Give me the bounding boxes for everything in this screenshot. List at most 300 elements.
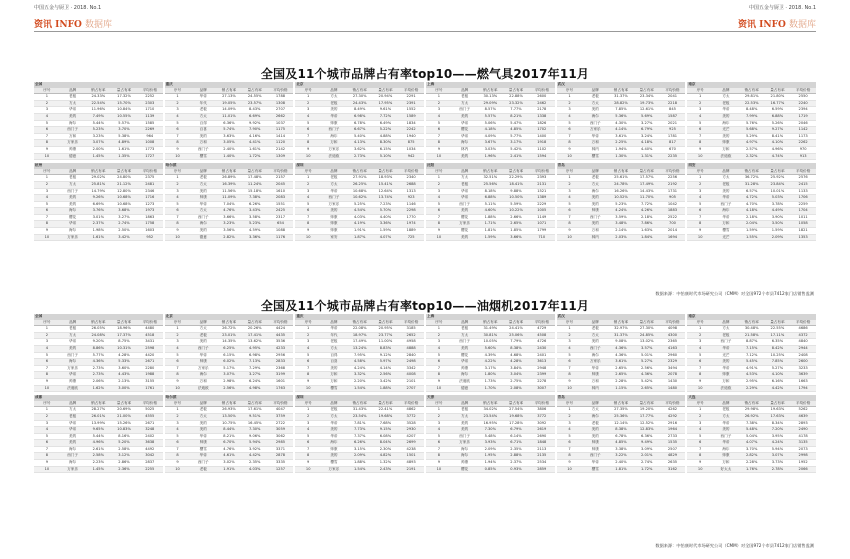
table-cell: 2 [687,413,713,420]
table-cell: 2101 [398,378,424,385]
column-header: 平均价格 [268,169,294,175]
table-cell: 2 [426,413,452,420]
table-cell: 5.47% [503,120,529,127]
table-row [687,127,816,134]
table-cell: 8.87% [739,339,765,346]
table-cell: 光芒 [713,127,739,134]
column-header: 平均价格 [660,169,686,175]
table-cell: 5 [426,120,452,127]
table-cell: 老板 [321,175,347,182]
table-cell: 5.40% [347,133,373,140]
table-cell: 3.22% [608,453,634,460]
table-cell: 2.30% [373,446,399,453]
table-cell: 2.66% [503,214,529,221]
table-cell: 1.81% [477,228,503,235]
table-cell: 2.41% [503,153,529,160]
table-row [687,378,816,385]
table-cell: 3.66% [216,214,242,221]
table-cell: 10.55% [111,113,137,120]
table-cell: 3042 [137,453,163,460]
table-cell: 4.96% [765,146,791,153]
table-row [295,133,424,140]
table-cell: 万家乐 [190,365,216,372]
table-row [557,234,686,241]
table-cell: 2600 [529,94,555,101]
table-cell: 3.70% [739,446,765,453]
table-cell: 1389 [529,195,555,202]
table-cell: 1.45% [85,466,111,473]
table-cell: 9 [295,378,321,385]
table-cell: 5.77% [85,352,111,359]
table-row [295,460,424,467]
table-cell: 方太 [321,345,347,352]
column-header: 平均价格 [529,169,555,175]
table-cell: 4.85% [608,440,634,447]
table-cell: 林内 [582,146,608,153]
table-cell: 华帝 [321,326,347,333]
table-cell: 万和 [190,378,216,385]
table-cell: 12.83% [634,427,660,434]
table-row [165,195,294,202]
table-row [557,460,686,467]
table-cell: 帅康 [582,372,608,379]
column-header: 序号 [557,169,583,175]
table-cell: 老板 [190,107,216,114]
table-row [34,420,163,427]
table-cell: 9 [557,460,583,467]
table-row [295,427,424,434]
table-cell: 1176 [268,234,294,241]
table-row [34,413,163,420]
table-cell: 2.18% [634,214,660,221]
table-cell: 帅康 [452,365,478,372]
table-cell: 2944 [790,345,816,352]
table-cell: 4.36% [85,359,111,366]
table-cell: 万家乐 [60,234,86,241]
table-cell: 2671 [137,359,163,366]
table-row [426,440,555,447]
table-cell: 2.98% [216,378,242,385]
table-cell: 23.32% [503,100,529,107]
table-cell: 2.86% [111,460,137,467]
table-cell: 4047 [268,407,294,414]
table-cell: 2481 [137,181,163,188]
table-cell: 1.61% [111,146,137,153]
table-row [687,146,816,153]
table-row [165,228,294,235]
column-header: 序号 [687,88,713,94]
column-header: 序号 [557,88,583,94]
table-cell: 24.80% [111,175,137,182]
table-cell: 4.14% [608,127,634,134]
column-header: 平均价格 [790,88,816,94]
column-header: 销占有率 [85,401,111,407]
column-header: 序号 [426,401,452,407]
table-cell: 23.34% [634,94,660,101]
table-cell: 1.61% [85,234,111,241]
table-cell: 2 [687,100,713,107]
table-cell: 1 [295,407,321,414]
table-row [34,460,163,467]
column-header: 量占有率 [765,169,791,175]
table-cell: 3 [687,339,713,346]
table-cell: 海尔 [190,372,216,379]
table-row [557,133,686,140]
table-cell: 5.48% [477,433,503,440]
table-cell: 1071 [529,221,555,228]
table-cell: 9.61% [373,107,399,114]
table-cell: 1353 [790,234,816,241]
table-cell: 4.18% [739,208,765,215]
table-cell: 5.27% [765,365,791,372]
table-cell: 27.30% [347,94,373,101]
table-row [687,359,816,366]
table-cell: 1.62% [85,385,111,392]
table-cell: 12.61% [634,107,660,114]
city-table [426,395,555,473]
table-cell: 华帝 [321,113,347,120]
table-cell: 9.20% [85,339,111,346]
table-cell: 3335 [268,460,294,467]
table-cell: 2.09% [477,446,503,453]
table-cell: 樱雪 [190,446,216,453]
table-row [34,326,163,333]
table-cell: 帅康 [321,446,347,453]
column-header: 平均价格 [268,88,294,94]
table-cell: 3.12% [111,453,137,460]
table-cell: 8 [687,140,713,147]
table-cell: 10 [34,466,60,473]
table-cell: 4 [557,195,583,202]
table-cell: 2688 [398,181,424,188]
table-cell: 7 [165,133,191,140]
table-cell: 海尔 [713,120,739,127]
table-cell: 4.85% [503,127,529,134]
table-cell: 2218 [660,100,686,107]
table-cell: 1883 [660,208,686,215]
table-row [34,446,163,453]
table-cell: 16.95% [477,420,503,427]
table-cell: 方太 [190,208,216,215]
column-header: 品牌 [321,169,347,175]
table-cell: 1 [34,326,60,333]
table-cell: 2.73% [85,365,111,372]
table-cell: 德意 [190,234,216,241]
table-cell: 1973 [137,208,163,215]
table-cell: 970 [790,146,816,153]
table-cell: 10.75% [216,420,242,427]
table-row [426,460,555,467]
table-cell: 4.42% [765,385,791,392]
table-cell: 4.88% [373,133,399,140]
table-cell: 7.38% [242,195,268,202]
table-cell: 9 [557,146,583,153]
table-cell: 11.01% [216,113,242,120]
table-row [165,332,294,339]
table-cell: 万和 [582,378,608,385]
table-cell: 9 [34,228,60,235]
table-cell: 老板 [321,407,347,414]
table-row [295,345,424,352]
city-name: 北京 [295,82,424,88]
table-cell: 9.27% [765,127,791,134]
table-cell: 10.31% [111,345,137,352]
table-row [295,372,424,379]
table-cell: 2 [687,332,713,339]
column-header: 量占有率 [503,320,529,326]
table-cell: 2 [34,332,60,339]
table-cell: 万和 [321,378,347,385]
table-row [687,120,816,127]
table-row [426,345,555,352]
table-row [426,140,555,147]
table-cell: 1.94% [608,146,634,153]
table-cell: 1308 [268,100,294,107]
column-header: 品牌 [60,320,86,326]
table-cell: 2401 [529,352,555,359]
table-cell: 2.08% [503,385,529,392]
table-cell: 2.13% [111,378,137,385]
table-cell: 7 [426,133,452,140]
table-row [687,407,816,414]
column-header: 销占有率 [739,401,765,407]
table-cell: 3 [687,107,713,114]
table-cell: 4686 [790,326,816,333]
table-cell: 2859 [529,466,555,473]
table-cell: 1.91% [216,466,242,473]
table-cell: 7.99% [739,113,765,120]
table-cell: 5 [687,120,713,127]
table-cell: 4 [426,195,452,202]
column-header: 平均价格 [529,401,555,407]
table-cell: 3.95% [765,433,791,440]
table-cell: 海尔 [582,352,608,359]
table-cell: 10 [687,153,713,160]
table-cell: 21.00% [111,413,137,420]
table-cell: 美的 [582,195,608,202]
table-row [557,446,686,453]
table-cell: 6 [165,440,191,447]
table-cell: 13.24% [347,345,373,352]
table-cell: 4639 [790,413,816,420]
table-cell: 16.26% [608,188,634,195]
column-header: 品牌 [321,88,347,94]
table-cell: 31.37% [608,94,634,101]
table-cell: 18.96% [111,326,137,333]
table-cell: 美的 [713,427,739,434]
table-row [557,339,686,346]
table-cell: 2.78% [765,466,791,473]
city-table [295,82,424,160]
table-cell: 8.18% [477,188,503,195]
table-cell: 西门子 [452,339,478,346]
table-cell: 6.26% [242,201,268,208]
table-row [165,188,294,195]
table-cell: 9 [426,378,452,385]
block-title-gas-appliance: 全国及11个城市品牌占有率top10——燃气具2017年11月 [260,67,590,81]
column-header: 平均价格 [398,320,424,326]
table-cell: 海尔 [582,113,608,120]
table-cell: 8 [687,372,713,379]
table-cell: 2078 [660,372,686,379]
table-cell: 华帝 [321,188,347,195]
table-cell: 1133 [790,188,816,195]
table-row [295,228,424,235]
table-cell: 4233 [268,345,294,352]
table-cell: 14.09% [216,107,242,114]
table-cell: 海尔 [60,446,86,453]
table-row [557,181,686,188]
table-row [165,234,294,241]
table-cell: 5.48% [739,427,765,434]
table-cell: 5.42% [634,378,660,385]
table-cell: 1.63% [634,228,660,235]
table-cell: 7 [687,214,713,221]
table-cell: 4 [165,427,191,434]
table-cell: 7.79% [503,339,529,346]
table-row [165,201,294,208]
table-row [295,175,424,182]
table-cell: 华帝 [452,359,478,366]
table-cell: 26.25% [347,181,373,188]
table-cell: 2522 [660,214,686,221]
table-cell: 2.82% [216,234,242,241]
table-cell: 4.76% [216,446,242,453]
table-cell: 7.23% [373,201,399,208]
table-cell: 17.41% [242,332,268,339]
table-cell: 28.82% [608,100,634,107]
table-cell: 2690 [529,433,555,440]
table-cell: 3639 [790,372,816,379]
table-cell: 7.86% [634,221,660,228]
table-cell: 2.04% [739,221,765,228]
table-row [426,175,555,182]
column-header: 品牌 [713,320,739,326]
table-cell: 10 [165,153,191,160]
table-row [557,433,686,440]
table-cell: 25.56% [477,181,503,188]
table-cell: 1 [687,326,713,333]
source-note-gas-appliance: 数据来源：中怡康时代市场研究公司（CMM）对全国972个市县7412家门店销售监测 [655,291,814,296]
table-cell: 6 [687,208,713,215]
table-row [165,181,294,188]
table-cell: 老板 [582,326,608,333]
table-cell: 3 [295,188,321,195]
table-cell: 4.41% [242,140,268,147]
table-cell: 10.83% [111,427,137,434]
table-cell: 5.03% [765,195,791,202]
table-row [295,466,424,473]
table-cell: 16.77% [765,100,791,107]
table-cell: 樱花 [60,214,86,221]
table-cell: 帅康 [321,221,347,228]
table-cell: 2.28% [608,378,634,385]
table-cell: 海尔 [452,446,478,453]
table-cell: 4163 [660,345,686,352]
table-cell: 2408 [790,352,816,359]
table-cell: 帅康 [321,228,347,235]
table-cell: 5 [165,433,191,440]
table-cell: 西门子 [452,107,478,114]
table-cell: 7 [34,214,60,221]
table-cell: 2021 [660,120,686,127]
table-cell: 5262 [790,407,816,414]
table-row [165,385,294,392]
table-cell: 10 [165,466,191,473]
table-row [165,100,294,107]
table-cell: 百喜 [321,359,347,366]
table-cell: 老板 [190,175,216,182]
column-header: 量占有率 [242,169,268,175]
table-cell: 美的 [190,133,216,140]
table-cell: 5.44% [85,120,111,127]
table-row [426,181,555,188]
column-header: 销占有率 [739,320,765,326]
table-cell: 8 [557,140,583,147]
table-cell: 美的 [60,433,86,440]
table-cell: 2083 [268,195,294,202]
table-cell: 8 [165,221,191,228]
table-row [295,214,424,221]
table-cell: 19.05% [216,100,242,107]
table-cell: 2840 [398,352,424,359]
table-row [426,214,555,221]
table-cell: 15.26% [111,420,137,427]
table-row [557,326,686,333]
table-cell: 10 [557,385,583,392]
table-cell: 2157 [268,175,294,182]
table-cell: 樱雪 [713,228,739,235]
table-cell: 27.54% [503,407,529,414]
table-row [557,113,686,120]
table-cell: 4 [295,113,321,120]
column-header: 序号 [295,320,321,326]
table-cell: 5 [34,120,60,127]
table-cell: 樱花 [452,352,478,359]
table-cell: 710 [529,234,555,241]
table-row [295,153,424,160]
column-header: 平均价格 [137,88,163,94]
table-cell: 2.65% [608,372,634,379]
table-cell: 10.01% [765,188,791,195]
table-cell: 华帝 [60,339,86,346]
column-header: 量占有率 [503,88,529,94]
table-cell: 6.78% [347,120,373,127]
table-cell: 17.32% [111,94,137,101]
table-cell: 1.59% [477,234,503,241]
table-row [295,365,424,372]
table-cell: 2113 [529,446,555,453]
table-cell: 方太 [582,181,608,188]
table-cell: 1313 [398,188,424,195]
table-cell: 2.65% [503,221,529,228]
table-cell: 3.17% [477,365,503,372]
table-cell: 5 [426,433,452,440]
table-cell: 8.49% [347,107,373,114]
table-cell: 樱花 [452,466,478,473]
table-cell: 7.38% [739,420,765,427]
table-cell: 3 [687,188,713,195]
table-cell: 2.73% [347,153,373,160]
table-cell: 2.35% [242,460,268,467]
table-cell: 19.73% [634,100,660,107]
table-cell: 5 [557,352,583,359]
table-cell: 法迪欧 [713,153,739,160]
table-cell: 林内 [582,385,608,392]
table-row [34,407,163,414]
table-row [687,140,816,147]
table-cell: 4292 [660,413,686,420]
